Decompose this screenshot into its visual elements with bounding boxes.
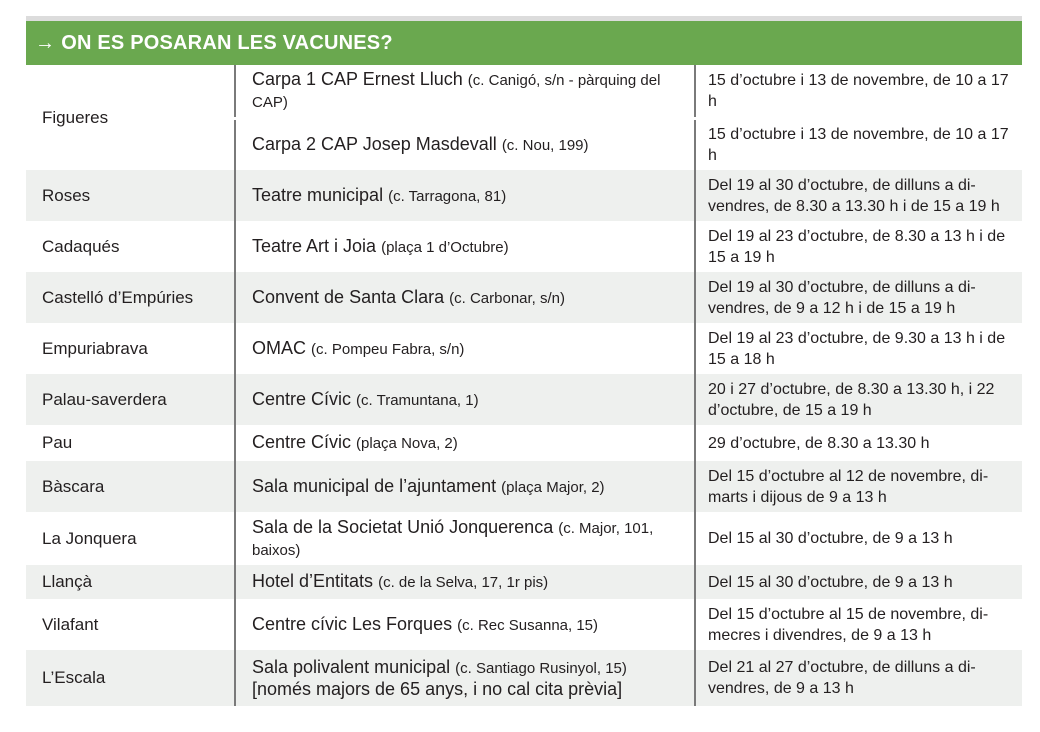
place-name: Centre Cívic (252, 388, 352, 409)
town-cell: L’Escala (26, 650, 235, 706)
place-address: (c. de la Selva, 17, 1r pis) (378, 574, 549, 591)
place-address: (c. Canigó, s/n - pàrquing del CAP) (252, 71, 661, 111)
vaccination-locations-box (26, 16, 1022, 706)
place-address: (c. Nou, 199) (501, 136, 589, 154)
schedule-cell: 15 d’octubre i 13 de novembre, de 10 a 17 h (695, 65, 1022, 118)
place-name: Carpa 1 CAP Ernest Lluch (252, 68, 463, 89)
place-cell (235, 323, 695, 374)
town-cell: Castelló d’Empúries (26, 272, 235, 323)
place-cell (235, 65, 695, 118)
schedule-cell: Del 21 al 27 d’octubre, de dilluns a di-vendres, de 9 a 13 h (695, 650, 1022, 706)
schedule-cell: Del 15 al 30 d’octubre, de 9 a 13 h (695, 565, 1022, 599)
schedule-cell: 15 d’octubre i 13 de novembre, de 10 a 17 h (695, 118, 1022, 170)
town-cell: La Jonquera (26, 512, 235, 565)
place-cell (235, 118, 695, 170)
place-name: Hotel d’Entitats (252, 571, 374, 591)
table-row (26, 65, 1022, 118)
place-note: [només majors de 65 anys, i no cal cita prèvia] (252, 679, 623, 699)
schedule-cell: Del 19 al 23 d’octubre, de 8.30 a 13 h i de 15 a 19 h (695, 221, 1022, 272)
town-cell: Figueres (26, 65, 235, 170)
place-cell (235, 461, 695, 512)
place-cell (235, 512, 695, 565)
schedule-cell: Del 19 al 30 d’octubre, de dilluns a di-vendres, de 8.30 a 13.30 h i de 15 a 19 h (695, 170, 1022, 221)
place-address: (plaça Major, 2) (501, 478, 605, 496)
place-address: (c. Pompeu Fabra, s/n) (311, 340, 465, 358)
place-name: Teatre municipal (252, 184, 384, 205)
place-name: Sala polivalent municipal (252, 657, 451, 677)
schedule-cell: Del 15 d’octubre al 12 de novembre, di-marts i dijous de 9 a 13 h (695, 461, 1022, 512)
place-name: OMAC (252, 337, 306, 358)
place-name: Teatre Art i Joia (252, 235, 377, 256)
place-address: (plaça 1 d’Octubre) (381, 238, 509, 256)
place-cell (235, 650, 695, 706)
place-address: (c. Tarragona, 81) (388, 187, 507, 205)
table-header (26, 21, 1022, 65)
town-cell: Cadaqués (26, 221, 235, 272)
schedule-cell: 20 i 27 d’octubre, de 8.30 a 13.30 h, i 22 d’octubre, de 15 a 19 h (695, 374, 1022, 425)
place-cell (235, 565, 695, 599)
table-row (26, 272, 1022, 323)
table-row (26, 512, 1022, 565)
place-address: (c. Rec Susanna, 15) (457, 616, 599, 634)
schedule-cell: Del 15 d’octubre al 15 de novembre, di-mecres i divendres, de 9 a 13 h (695, 599, 1022, 650)
table-row (26, 374, 1022, 425)
schedule-cell: Del 15 al 30 d’octubre, de 9 a 13 h (695, 512, 1022, 565)
table-row (26, 461, 1022, 512)
schedule-cell: Del 19 al 23 d’octubre, de 9.30 a 13 h i de 15 a 18 h (695, 323, 1022, 374)
schedule-cell: 29 d’octubre, de 8.30 a 13.30 h (695, 425, 1022, 461)
place-name: Carpa 2 CAP Josep Masdevall (252, 133, 497, 154)
schedule-cell: Del 19 al 30 d’octubre, de dilluns a di-vendres, de 9 a 12 h i de 15 a 19 h (695, 272, 1022, 323)
arrow-right-icon: → (35, 31, 56, 54)
place-cell (235, 221, 695, 272)
locations-table (26, 65, 1022, 706)
place-address: (c. Tramuntana, 1) (356, 391, 479, 409)
table-row (26, 221, 1022, 272)
place-address: (plaça Nova, 2) (356, 435, 458, 452)
place-cell (235, 170, 695, 221)
place-cell (235, 374, 695, 425)
town-cell: Bàscara (26, 461, 235, 512)
place-cell (235, 599, 695, 650)
place-name: Centre cívic Les Forques (252, 613, 453, 634)
place-address: (c. Santiago Rusinyol, 15) (455, 660, 627, 677)
town-cell: Vilafant (26, 599, 235, 650)
table-row (26, 650, 1022, 706)
place-name: Sala de la Societat Unió Jonquerenca (252, 516, 554, 537)
place-address: (c. Carbonar, s/n) (449, 289, 566, 307)
town-cell: Palau-saverdera (26, 374, 235, 425)
place-name: Convent de Santa Clara (252, 286, 445, 307)
town-cell: Roses (26, 170, 235, 221)
town-cell: Empuriabrava (26, 323, 235, 374)
place-name: Sala municipal de l’ajuntament (252, 475, 497, 496)
town-cell: Llançà (26, 565, 235, 599)
table-title: ON ES POSARAN LES VACUNES? (61, 31, 393, 54)
table-row (26, 425, 1022, 461)
place-cell (235, 425, 695, 461)
place-cell (235, 272, 695, 323)
table-row (26, 599, 1022, 650)
place-name: Centre Cívic (252, 432, 352, 452)
place-address: (c. Major, 101, baixos) (252, 519, 654, 559)
table-row (26, 170, 1022, 221)
table-row (26, 565, 1022, 599)
table-row (26, 323, 1022, 374)
town-cell: Pau (26, 425, 235, 461)
